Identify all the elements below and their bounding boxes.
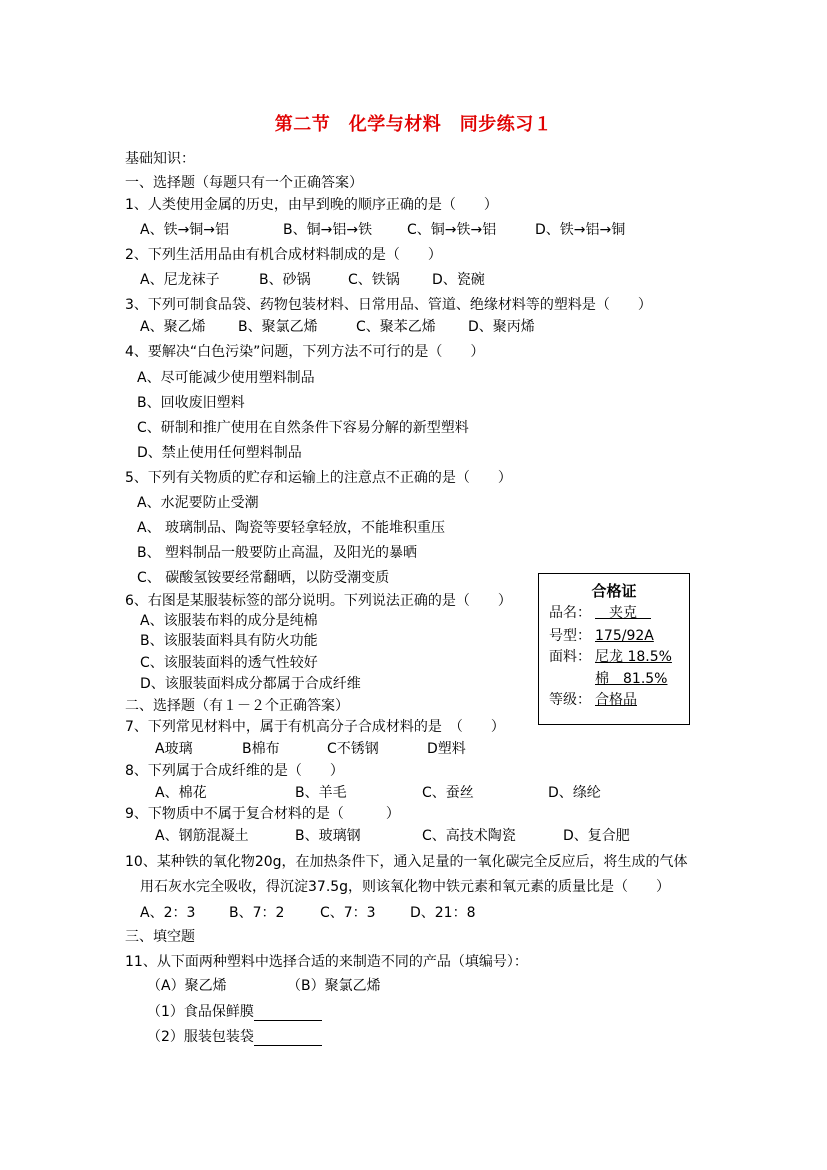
q7-option-a: A玻璃 [155,741,193,757]
product-name-value: 夹克 [609,605,637,621]
q7-option-b: B棉布 [242,741,280,757]
q1-option-d: D、铁→铝→铜 [535,222,626,238]
q2-option-c: C、铁锅 [348,272,400,288]
grade-label: 等级： [549,692,591,708]
q11-answer-blank-2[interactable] [254,1031,322,1046]
q3-option-d: D、聚丙烯 [468,319,535,335]
q5-option-2: A、 玻璃制品、陶瓷等要轻拿轻放，不能堆积重压 [137,520,446,536]
model-value: 175/92A [595,628,654,644]
part2-heading: 二、选择题（有１－２个正确答案） [125,698,349,714]
q9-option-b: B、玻璃钢 [295,828,361,844]
grade-value: 合格品 [595,692,637,708]
fabric-cotton-value: 棉 81.5% [595,671,668,687]
q7-option-c: C不锈钢 [327,741,379,757]
q5-option-4: C、 碳酸氢铵要经常翻晒，以防受潮变质 [137,570,390,586]
q11-item-2: （2）服装包装袋 [147,1028,322,1046]
part1-heading: 一、选择题（每题只有一个正确答案） [125,175,363,191]
q10-stem-line2: 用石灰水完全吸收，得沉淀37.5g，则该氧化物中铁元素和氧元素的质量比是（ ） [140,879,671,895]
q11-answer-blank-1[interactable] [254,1006,322,1021]
q1-option-b: B、铜→铝→铁 [283,222,373,238]
q2-option-d: D、瓷碗 [432,272,485,288]
q11-item-1: （1）食品保鲜膜 [147,1003,322,1021]
page-title: 第二节 化学与材料 同步练习１ [274,114,553,135]
q8-option-b: B、羊毛 [295,785,347,801]
q3-option-b: B、聚氯乙烯 [238,319,318,335]
q2-stem: 2、下列生活用品由有机合成材料制成的是（ ） [125,247,442,263]
q11-stem: 11、从下面两种塑料中选择合适的来制造不同的产品（填编号）： [125,954,528,970]
q4-stem: 4、要解决“白色污染”问题，下列方法不可行的是（ ） [125,344,485,360]
q8-stem: 8、下列属于合成纤维的是（ ） [125,763,344,779]
q8-option-a: A、棉花 [155,785,207,801]
fabric-nylon-value: 尼龙 18.5% [595,649,672,665]
q5-option-1: A、水泥要防止受潮 [137,495,259,511]
q6-option-c: C、该服装面料的透气性较好 [140,655,318,671]
section-basic: 基础知识： [125,151,195,167]
q3-option-c: C、聚苯乙烯 [356,319,436,335]
q7-option-d: D塑料 [427,741,466,757]
q4-option-a: A、尽可能减少使用塑料制品 [137,370,315,386]
q10-option-b: B、7：2 [229,905,285,921]
q1-option-a: A、铁→铜→铝 [140,222,230,238]
q1-option-c: C、铜→铁→铝 [407,222,497,238]
q5-option-3: B、 塑料制品一般要防止高温，及阳光的暴晒 [137,545,418,561]
product-name-label: 品名： [549,605,591,621]
q10-option-a: A、2：3 [140,905,196,921]
q7-stem: 7、下列常见材料中，属于有机高分子合成材料的是 （ ） [125,719,505,735]
q6-option-a: A、该服装布料的成分是纯棉 [140,613,318,629]
certificate-title: 合格证 [591,582,637,600]
q9-option-a: A、钢筋混凝土 [155,828,249,844]
q2-option-a: A、尼龙袜子 [140,272,220,288]
q9-option-d: D、复合肥 [563,828,630,844]
q2-option-b: B、砂锅 [259,272,311,288]
q6-option-d: D、该服装面料成分都属于合成纤维 [140,676,361,692]
q6-stem: 6、右图是某服装标签的部分说明。下列说法正确的是（ ） [125,593,512,609]
certificate-card [538,573,690,725]
part3-heading: 三、填空题 [125,929,195,945]
q10-option-d: D、21：8 [410,905,476,921]
q5-stem: 5、下列有关物质的贮存和运输上的注意点不正确的是（ ） [125,470,512,486]
q1-stem: 1、人类使用金属的历史，由早到晚的顺序正确的是（ ） [125,197,498,213]
q8-option-d: D、绦纶 [548,785,601,801]
q4-option-d: D、禁止使用任何塑料制品 [137,445,302,461]
q9-option-c: C、高技术陶瓷 [422,828,516,844]
model-label: 号型： [549,628,591,644]
q4-option-b: B、回收废旧塑料 [137,395,245,411]
fabric-label: 面料： [549,649,591,665]
q3-option-a: A、聚乙烯 [140,319,206,335]
q3-stem: 3、下列可制食品袋、药物包装材料、日常用品、管道、绝缘材料等的塑料是（ ） [125,297,652,313]
q11-choice-a: （A）聚乙烯 [147,978,227,994]
q8-option-c: C、蚕丝 [422,785,474,801]
q11-choice-b: （B）聚氯乙烯 [287,978,381,994]
q10-stem-line1: 10、某种铁的氧化物20g，在加热条件下，通入足量的一氧化碳完全反应后，将生成的气体 [125,854,688,870]
q10-option-c: C、7：3 [320,905,376,921]
q9-stem: 9、下物质中不属于复合材料的是（ ） [125,806,400,822]
q4-option-c: C、研制和推广使用在自然条件下容易分解的新型塑料 [137,420,469,436]
q6-option-b: B、该服装面料具有防火功能 [140,633,318,649]
